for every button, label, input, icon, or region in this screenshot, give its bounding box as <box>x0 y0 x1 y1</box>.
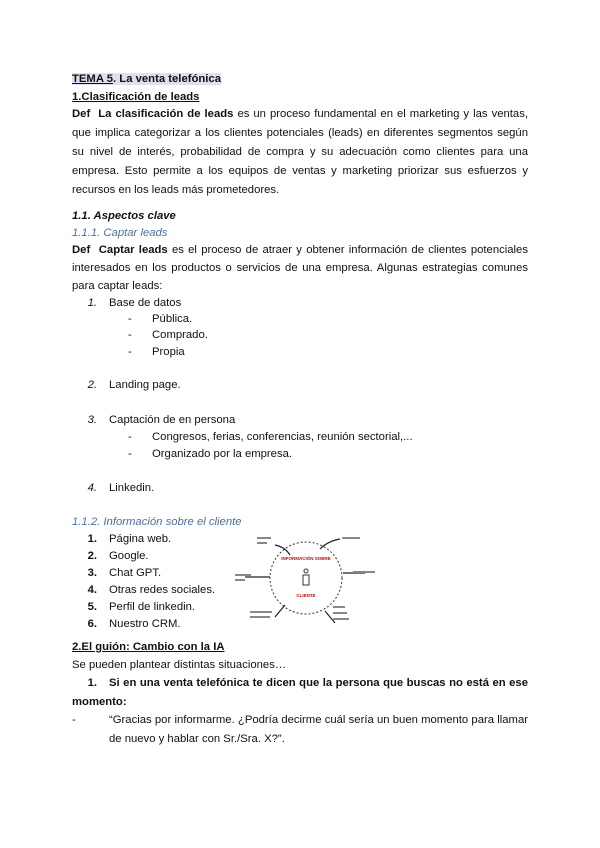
sub-item: - Congresos, ferias, conferencias, reunión sectorial,... <box>128 431 413 443</box>
def-text: es un proceso fundamental en el marketing y las ventas, que implica categorizar a los clientes potenciales (leads) en diferentes segmentos según su nivel de interés, probabilidad de compra y su adecuación como clientes para una empresa. Esto permite a los equipos de ventas y marketing priorizar sus esfuerzos y recursos en los leads más prometedores. <box>72 108 528 196</box>
list-item: 5. Perfil de linkedin. <box>87 601 196 613</box>
sub-item: - Propia <box>128 346 185 358</box>
def-term: La clasificación de leads <box>98 108 234 120</box>
list-item: 4. Linkedin. <box>87 482 155 494</box>
script-quote: - “Gracias por informarme. ¿Podría decirme cuál sería un buen momento para llamar de nuevo y hablar con Sr./Sra. X?”. <box>72 714 528 745</box>
diagram-labels <box>235 537 375 620</box>
section-1-definition <box>72 105 528 200</box>
doc-title <box>72 70 221 88</box>
section-1-heading: 1.Clasificación de leads <box>72 91 200 103</box>
def-text: es el proceso de atraer y obtener información de clientes potenciales interesados en los productos o servicios de una empresa. Algunas estrategias comunes para captar leads: <box>72 244 528 292</box>
section-1-1-1-heading: 1.1.1. Captar leads <box>72 227 168 239</box>
diagram-circle <box>270 542 342 614</box>
section-1-1-heading: 1.1. Aspectos clave <box>72 210 176 222</box>
list-item: 1. Página web. <box>87 533 172 545</box>
def-term: Captar leads <box>98 244 168 256</box>
sub-item: - Organizado por la empresa. <box>128 448 293 460</box>
diagram-center-top: INFORMACIÓN SOBRE <box>281 556 331 561</box>
list-item: 4. Otras redes sociales. <box>87 584 216 596</box>
list-item: 3. Captación de en persona <box>87 414 236 426</box>
title-text: . La venta telefónica <box>113 73 221 85</box>
list-item: 2. Landing page. <box>87 379 181 391</box>
def-label: Def <box>72 244 91 256</box>
list-item: 3. Chat GPT. <box>87 567 162 579</box>
list-item: 2. Google. <box>87 550 149 562</box>
def-label: Def <box>72 108 91 120</box>
section-1-1-2-heading: 1.1.2. Información sobre el cliente <box>72 516 242 528</box>
diagram-arrows <box>245 539 365 623</box>
list-item: 1. Base de datos <box>87 297 182 309</box>
client-info-diagram <box>230 525 380 635</box>
person-icon <box>303 569 309 585</box>
section-2-heading: 2.El guión: Cambio con la IA <box>72 641 225 653</box>
sub-item: - Comprado. <box>128 329 208 341</box>
section-2-intro: Se pueden plantear distintas situaciones… <box>72 659 287 671</box>
diagram-center-bottom: CLIENTE <box>296 593 316 598</box>
captar-definition <box>72 241 528 295</box>
tema-label: TEMA 5 <box>72 73 114 85</box>
list-item: 6. Nuestro CRM. <box>87 618 181 630</box>
sub-item: - Pública. <box>128 313 193 325</box>
situation-item: 1. Si en una venta telefónica te dicen que la persona que buscas no está en ese momento: <box>72 677 528 708</box>
